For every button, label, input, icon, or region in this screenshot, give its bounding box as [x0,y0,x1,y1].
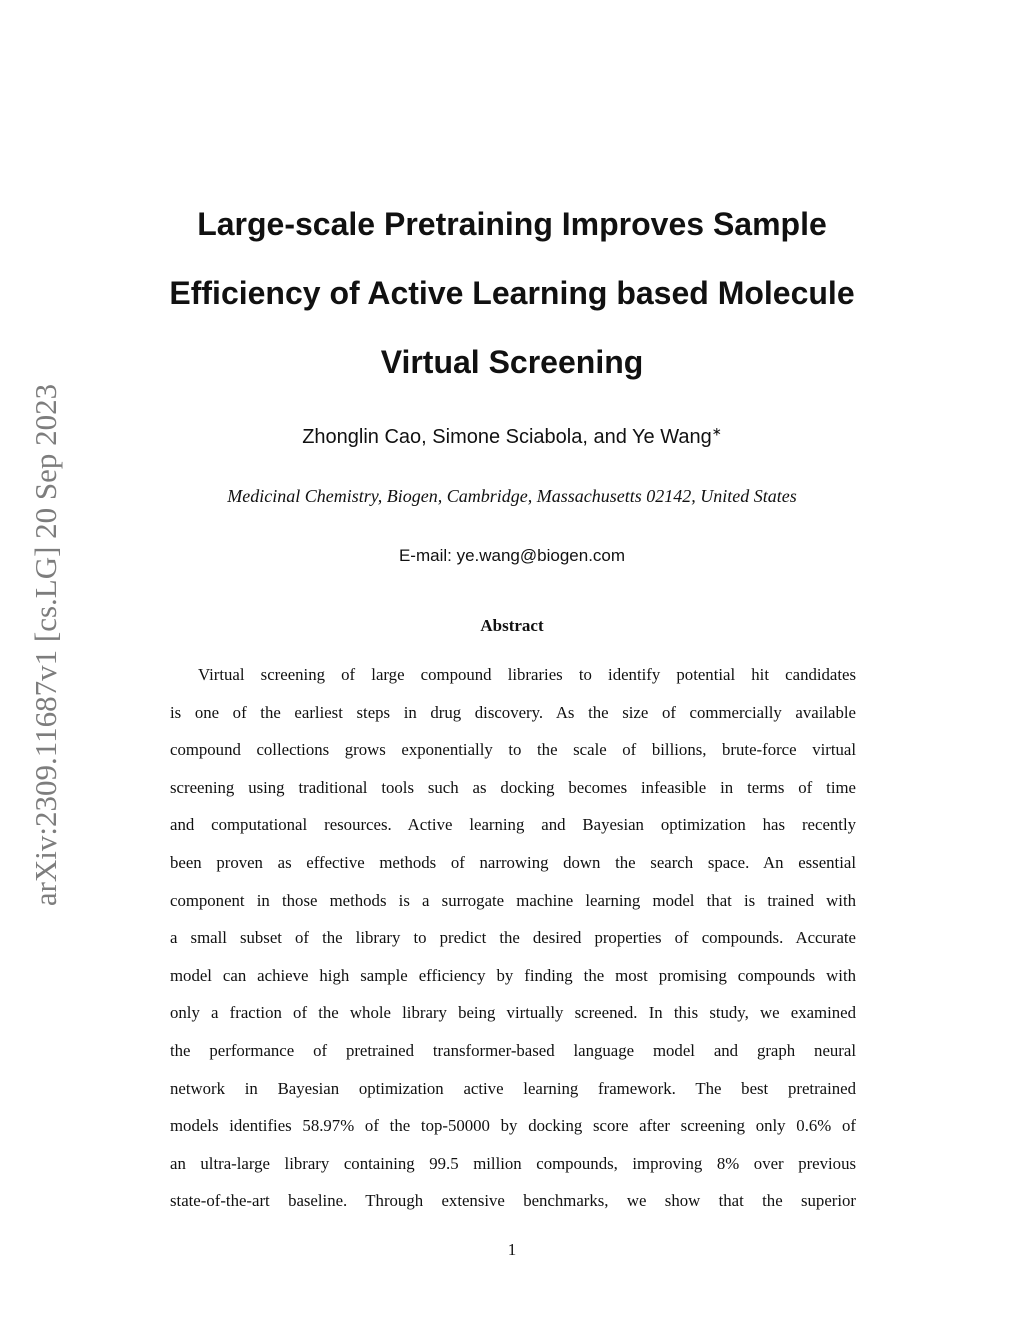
title-line-1: Large-scale Pretraining Improves Sample [197,206,827,242]
abstract-line: been proven as effective methods of narrowing down the search space. An essential [170,852,856,872]
paper-title [112,190,912,397]
abstract-line: screening using traditional tools such as docking becomes infeasible in terms of time [170,777,856,797]
abstract-line: network in Bayesian optimization active learning framework. The best pretrained [170,1078,856,1098]
abstract-line: and computational resources. Active learning and Bayesian optimization has recently [170,815,856,835]
abstract-line: compound collections grows exponentially to the scale of billions, brute-force virtual [170,740,856,760]
author-affiliation: Medicinal Chemistry, Biogen, Cambridge, Massachusetts 02142, United States [227,486,797,506]
corresponding-author-mark: ∗ [711,424,722,439]
abstract-line: models identifies 58.97% of the top-50000 by docking score after screening only 0.6% of [170,1116,856,1136]
abstract-line: is one of the earliest steps in drug discovery. As the size of commercially available [170,702,856,722]
abstract-line: the performance of pretrained transformer-based language model and graph neural [170,1040,856,1060]
title-line-3: Virtual Screening [380,344,644,380]
abstract-heading: Abstract [480,616,544,635]
abstract-line: an ultra-large library containing 99.5 million compounds, improving 8% over previous [170,1153,856,1173]
abstract-line: a small subset of the library to predict the desired properties of compounds. Accurate [170,928,856,948]
abstract-line: model can achieve high sample efficiency by finding the most promising compounds with [170,965,856,985]
author-list [112,420,912,454]
abstract-line: Virtual screening of large compound libraries to identify potential hit candidates [198,665,856,684]
abstract-line: component in those methods is a surrogate machine learning model that is trained with [170,890,856,910]
title-line-2: Efficiency of Active Learning based Molecule [169,275,855,311]
contact-email: E-mail: ye.wang@biogen.com [398,546,626,565]
abstract-line: only a fraction of the whole library being virtually screened. In this study, we examined [170,1003,856,1023]
arxiv-identifier-stamp: arXiv:2309.11687v1 [cs.LG] 20 Sep 2023 [28,383,63,907]
page-number: 1 [507,1240,517,1259]
abstract-body [170,656,856,1220]
author-names: Zhonglin Cao, Simone Sciabola, and Ye Wang [302,426,712,448]
abstract-line: state-of-the-art baseline. Through extensive benchmarks, we show that the superior [170,1191,856,1211]
